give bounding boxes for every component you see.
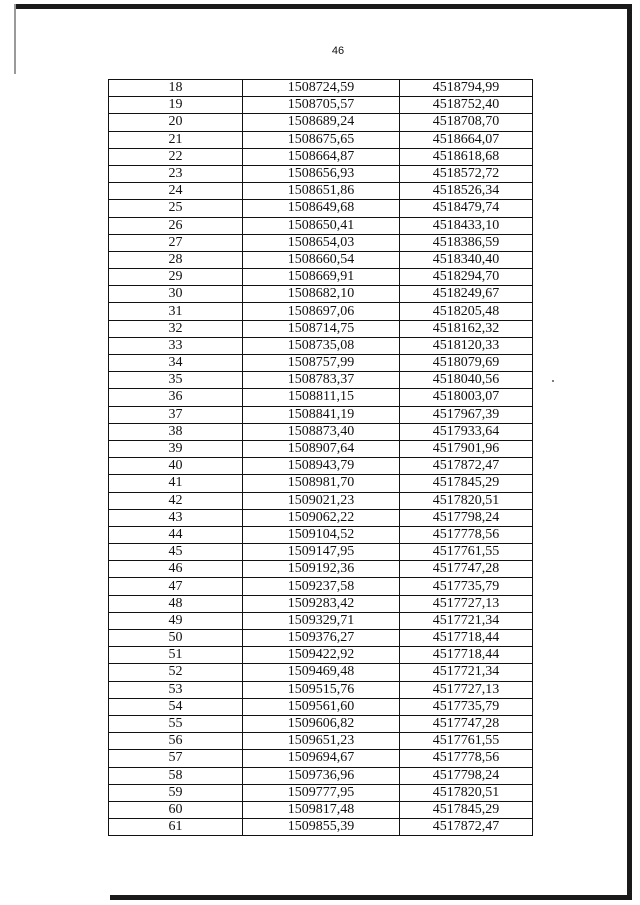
table-row — [109, 372, 533, 389]
x-coordinate-cell: 1508656,93 — [243, 165, 400, 182]
table-row — [109, 217, 533, 234]
point-number-cell: 19 — [109, 97, 243, 114]
point-number-cell: 26 — [109, 217, 243, 234]
table-row — [109, 544, 533, 561]
x-coordinate-cell: 1508669,91 — [243, 269, 400, 286]
table-row — [109, 269, 533, 286]
y-coordinate-cell: 4518340,40 — [400, 251, 533, 268]
x-coordinate-cell: 1509283,42 — [243, 595, 400, 612]
y-coordinate-cell: 4517718,44 — [400, 647, 533, 664]
point-number-cell: 32 — [109, 320, 243, 337]
table-row — [109, 234, 533, 251]
point-number-cell: 37 — [109, 406, 243, 423]
y-coordinate-cell: 4518479,74 — [400, 200, 533, 217]
point-number-cell: 40 — [109, 458, 243, 475]
x-coordinate-cell: 1508841,19 — [243, 406, 400, 423]
y-coordinate-cell: 4517778,56 — [400, 526, 533, 543]
y-coordinate-cell: 4517820,51 — [400, 492, 533, 509]
table-row — [109, 561, 533, 578]
y-coordinate-cell: 4518162,32 — [400, 320, 533, 337]
table-row — [109, 492, 533, 509]
point-number-cell: 30 — [109, 286, 243, 303]
point-number-cell: 52 — [109, 664, 243, 681]
point-number-cell: 28 — [109, 251, 243, 268]
point-number-cell: 27 — [109, 234, 243, 251]
y-coordinate-cell: 4517901,96 — [400, 440, 533, 457]
y-coordinate-cell: 4518526,34 — [400, 183, 533, 200]
point-number-cell: 24 — [109, 183, 243, 200]
y-coordinate-cell: 4518120,33 — [400, 337, 533, 354]
y-coordinate-cell: 4517933,64 — [400, 423, 533, 440]
table-row — [109, 355, 533, 372]
x-coordinate-cell: 1508943,79 — [243, 458, 400, 475]
scan-border-right — [627, 4, 632, 900]
table-row — [109, 750, 533, 767]
y-coordinate-cell: 4518664,07 — [400, 131, 533, 148]
table-row — [109, 458, 533, 475]
y-coordinate-cell: 4517820,51 — [400, 784, 533, 801]
table-row — [109, 440, 533, 457]
point-number-cell: 49 — [109, 612, 243, 629]
y-coordinate-cell: 4518205,48 — [400, 303, 533, 320]
table-row — [109, 251, 533, 268]
x-coordinate-cell: 1508649,68 — [243, 200, 400, 217]
y-coordinate-cell: 4517845,29 — [400, 475, 533, 492]
x-coordinate-cell: 1508675,65 — [243, 131, 400, 148]
y-coordinate-cell: 4517778,56 — [400, 750, 533, 767]
y-coordinate-cell: 4518433,10 — [400, 217, 533, 234]
y-coordinate-cell: 4518040,56 — [400, 372, 533, 389]
point-number-cell: 36 — [109, 389, 243, 406]
table-row — [109, 475, 533, 492]
page-number: 46 — [331, 45, 345, 57]
x-coordinate-cell: 1509855,39 — [243, 819, 400, 836]
point-number-cell: 18 — [109, 80, 243, 97]
y-coordinate-cell: 4517747,28 — [400, 715, 533, 732]
y-coordinate-cell: 4517967,39 — [400, 406, 533, 423]
x-coordinate-cell: 1509606,82 — [243, 715, 400, 732]
point-number-cell: 29 — [109, 269, 243, 286]
point-number-cell: 44 — [109, 526, 243, 543]
scan-speck — [552, 380, 554, 382]
y-coordinate-cell: 4517798,24 — [400, 767, 533, 784]
table-row — [109, 320, 533, 337]
x-coordinate-cell: 1508907,64 — [243, 440, 400, 457]
point-number-cell: 55 — [109, 715, 243, 732]
table-row — [109, 406, 533, 423]
table-row — [109, 647, 533, 664]
table-row — [109, 733, 533, 750]
y-coordinate-cell: 4517747,28 — [400, 561, 533, 578]
table-row — [109, 801, 533, 818]
scan-border-left — [14, 4, 16, 74]
y-coordinate-cell: 4517845,29 — [400, 801, 533, 818]
table-row — [109, 578, 533, 595]
point-number-cell: 22 — [109, 148, 243, 165]
x-coordinate-cell: 1508705,57 — [243, 97, 400, 114]
table-row — [109, 509, 533, 526]
x-coordinate-cell: 1509329,71 — [243, 612, 400, 629]
y-coordinate-cell: 4518003,07 — [400, 389, 533, 406]
x-coordinate-cell: 1508654,03 — [243, 234, 400, 251]
x-coordinate-cell: 1509422,92 — [243, 647, 400, 664]
x-coordinate-cell: 1508873,40 — [243, 423, 400, 440]
y-coordinate-cell: 4518618,68 — [400, 148, 533, 165]
point-number-cell: 23 — [109, 165, 243, 182]
y-coordinate-cell: 4517761,55 — [400, 733, 533, 750]
x-coordinate-cell: 1509104,52 — [243, 526, 400, 543]
table-row — [109, 630, 533, 647]
table-row — [109, 286, 533, 303]
x-coordinate-cell: 1508714,75 — [243, 320, 400, 337]
point-number-cell: 57 — [109, 750, 243, 767]
table-row — [109, 423, 533, 440]
point-number-cell: 51 — [109, 647, 243, 664]
x-coordinate-cell: 1509469,48 — [243, 664, 400, 681]
table-row — [109, 80, 533, 97]
x-coordinate-cell: 1509694,67 — [243, 750, 400, 767]
point-number-cell: 39 — [109, 440, 243, 457]
y-coordinate-cell: 4518752,40 — [400, 97, 533, 114]
y-coordinate-cell: 4517761,55 — [400, 544, 533, 561]
point-number-cell: 42 — [109, 492, 243, 509]
y-coordinate-cell: 4518079,69 — [400, 355, 533, 372]
table-row — [109, 698, 533, 715]
point-number-cell: 58 — [109, 767, 243, 784]
table-row — [109, 664, 533, 681]
point-number-cell: 45 — [109, 544, 243, 561]
y-coordinate-cell: 4517721,34 — [400, 664, 533, 681]
y-coordinate-cell: 4518249,67 — [400, 286, 533, 303]
y-coordinate-cell: 4518708,70 — [400, 114, 533, 131]
y-coordinate-cell: 4518572,72 — [400, 165, 533, 182]
y-coordinate-cell: 4517718,44 — [400, 630, 533, 647]
point-number-cell: 50 — [109, 630, 243, 647]
point-number-cell: 48 — [109, 595, 243, 612]
table-row — [109, 612, 533, 629]
x-coordinate-cell: 1509237,58 — [243, 578, 400, 595]
y-coordinate-cell: 4517872,47 — [400, 819, 533, 836]
point-number-cell: 31 — [109, 303, 243, 320]
point-number-cell: 34 — [109, 355, 243, 372]
x-coordinate-cell: 1508660,54 — [243, 251, 400, 268]
point-number-cell: 46 — [109, 561, 243, 578]
x-coordinate-cell: 1508650,41 — [243, 217, 400, 234]
point-number-cell: 54 — [109, 698, 243, 715]
y-coordinate-cell: 4517721,34 — [400, 612, 533, 629]
x-coordinate-cell: 1508651,86 — [243, 183, 400, 200]
table-row — [109, 337, 533, 354]
y-coordinate-cell: 4517735,79 — [400, 578, 533, 595]
table-row — [109, 389, 533, 406]
x-coordinate-cell: 1509561,60 — [243, 698, 400, 715]
table-row — [109, 183, 533, 200]
y-coordinate-cell: 4517872,47 — [400, 458, 533, 475]
x-coordinate-cell: 1509376,27 — [243, 630, 400, 647]
x-coordinate-cell: 1508697,06 — [243, 303, 400, 320]
x-coordinate-cell: 1509021,23 — [243, 492, 400, 509]
point-number-cell: 56 — [109, 733, 243, 750]
table-row — [109, 165, 533, 182]
x-coordinate-cell: 1508735,08 — [243, 337, 400, 354]
y-coordinate-cell: 4517798,24 — [400, 509, 533, 526]
point-number-cell: 47 — [109, 578, 243, 595]
table-row — [109, 681, 533, 698]
table-row — [109, 819, 533, 836]
table-row — [109, 784, 533, 801]
point-number-cell: 25 — [109, 200, 243, 217]
point-number-cell: 21 — [109, 131, 243, 148]
point-number-cell: 38 — [109, 423, 243, 440]
table-row — [109, 200, 533, 217]
point-number-cell: 33 — [109, 337, 243, 354]
point-number-cell: 43 — [109, 509, 243, 526]
x-coordinate-cell: 1508664,87 — [243, 148, 400, 165]
table-row — [109, 303, 533, 320]
x-coordinate-cell: 1508689,24 — [243, 114, 400, 131]
x-coordinate-cell: 1509515,76 — [243, 681, 400, 698]
scan-border-bottom — [110, 895, 632, 900]
y-coordinate-cell: 4518386,59 — [400, 234, 533, 251]
x-coordinate-cell: 1508724,59 — [243, 80, 400, 97]
point-number-cell: 59 — [109, 784, 243, 801]
y-coordinate-cell: 4517727,13 — [400, 595, 533, 612]
table-row — [109, 526, 533, 543]
x-coordinate-cell: 1509651,23 — [243, 733, 400, 750]
x-coordinate-cell: 1508682,10 — [243, 286, 400, 303]
coordinates-table — [108, 79, 533, 836]
coordinates-table-body — [109, 80, 533, 836]
y-coordinate-cell: 4517727,13 — [400, 681, 533, 698]
y-coordinate-cell: 4518794,99 — [400, 80, 533, 97]
x-coordinate-cell: 1509147,95 — [243, 544, 400, 561]
x-coordinate-cell: 1509062,22 — [243, 509, 400, 526]
point-number-cell: 35 — [109, 372, 243, 389]
table-row — [109, 148, 533, 165]
x-coordinate-cell: 1509817,48 — [243, 801, 400, 818]
x-coordinate-cell: 1508811,15 — [243, 389, 400, 406]
table-row — [109, 715, 533, 732]
point-number-cell: 53 — [109, 681, 243, 698]
x-coordinate-cell: 1509192,36 — [243, 561, 400, 578]
x-coordinate-cell: 1508757,99 — [243, 355, 400, 372]
table-row — [109, 595, 533, 612]
y-coordinate-cell: 4517735,79 — [400, 698, 533, 715]
table-row — [109, 97, 533, 114]
table-row — [109, 767, 533, 784]
x-coordinate-cell: 1508783,37 — [243, 372, 400, 389]
point-number-cell: 60 — [109, 801, 243, 818]
scan-border-top — [14, 4, 632, 9]
point-number-cell: 61 — [109, 819, 243, 836]
point-number-cell: 41 — [109, 475, 243, 492]
point-number-cell: 20 — [109, 114, 243, 131]
x-coordinate-cell: 1509736,96 — [243, 767, 400, 784]
x-coordinate-cell: 1509777,95 — [243, 784, 400, 801]
table-row — [109, 131, 533, 148]
x-coordinate-cell: 1508981,70 — [243, 475, 400, 492]
y-coordinate-cell: 4518294,70 — [400, 269, 533, 286]
table-row — [109, 114, 533, 131]
